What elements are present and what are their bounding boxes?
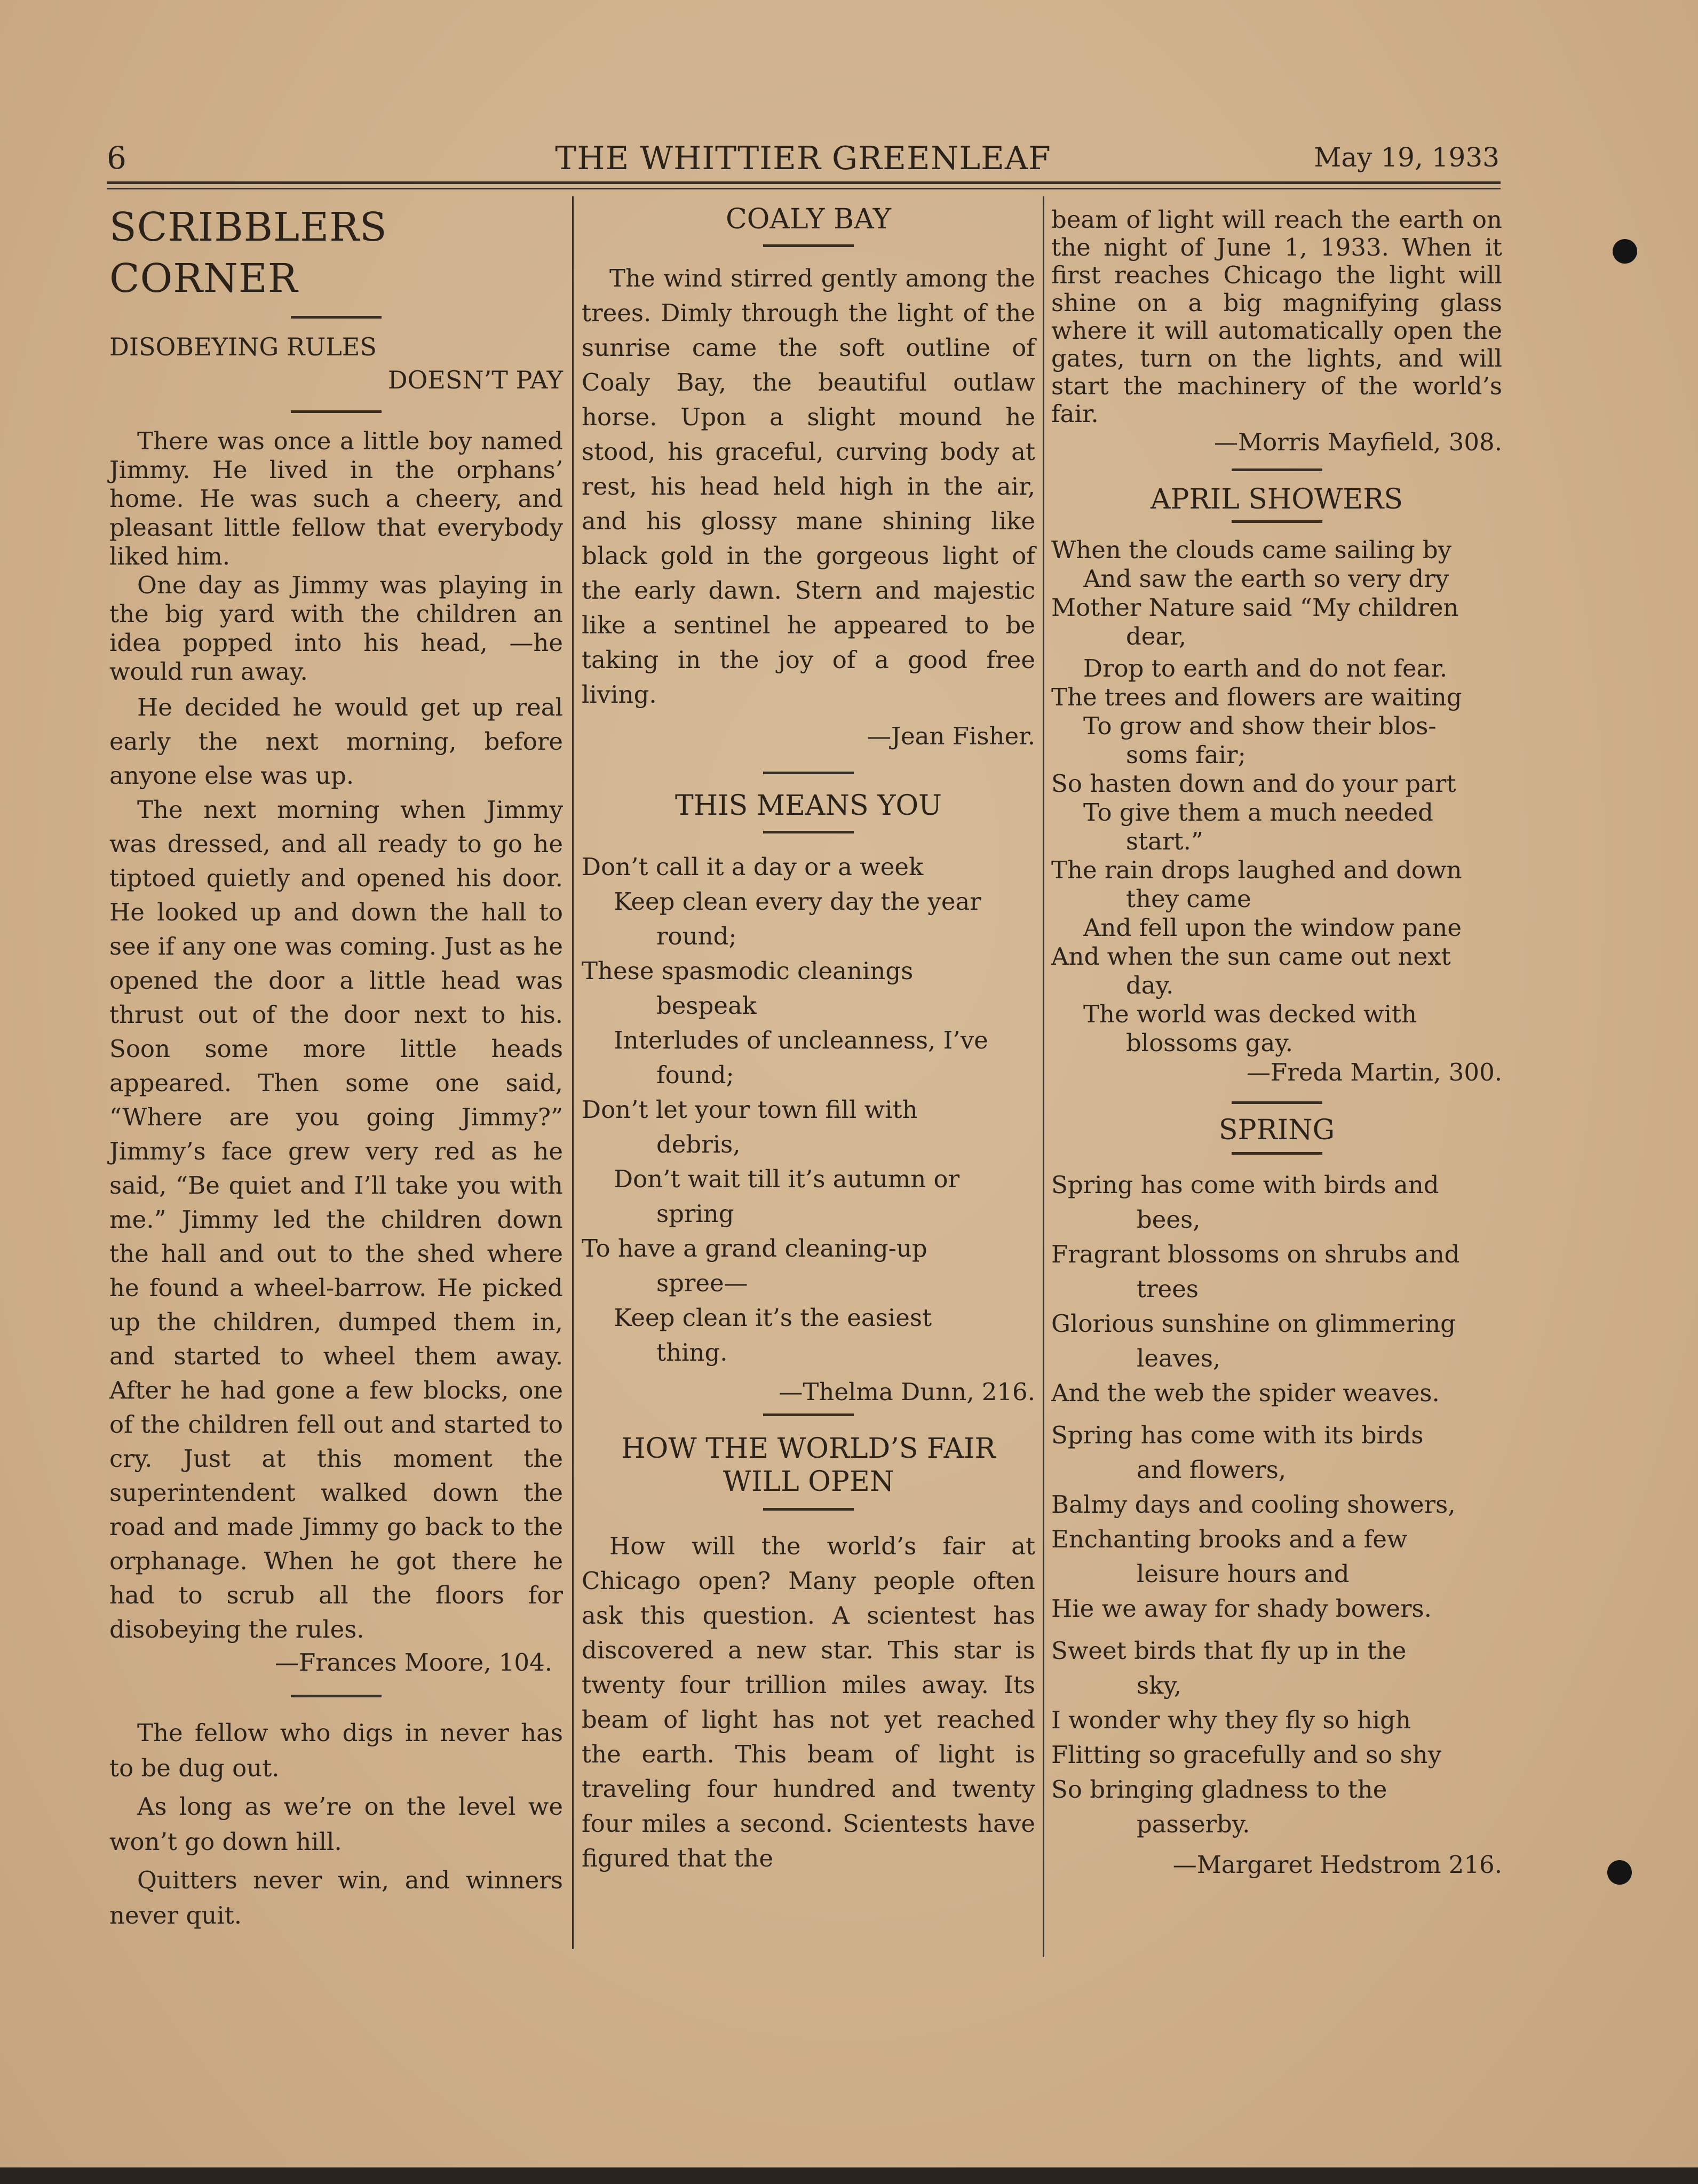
poem-line: Balmy days and cooling showers, — [1051, 1490, 1456, 1519]
this-means-you-poem — [582, 849, 1035, 1370]
poem-line: thing. — [656, 1338, 728, 1367]
saying: As long as we’re on the level we won’t go down hill. — [109, 1792, 563, 1856]
poem-line: Spring has come with birds and — [1051, 1171, 1439, 1199]
worlds-fair-continued-text: beam of light will reach the earth on the night of June 1, 1933. When it first reaches Chicago the light will shine on a big magnifying glass where it will automatically open the gates, turn on the lights, and will start the machinery of the world’s fair. — [1051, 205, 1502, 428]
spring-title: SPRING — [1218, 1114, 1335, 1146]
this-means-you-rule — [763, 831, 854, 833]
story-title-line-1: DISOBEYING RULES — [109, 332, 377, 361]
masthead-rule-bottom — [107, 188, 1501, 189]
worlds-fair-end-rule — [1232, 468, 1322, 471]
column-1 — [109, 202, 563, 1933]
poem-line: debris, — [656, 1130, 741, 1158]
poem-line: The world was decked with — [1083, 1000, 1417, 1028]
story-paragraph: There was once a little boy named Jimmy. He lived in the orphans’ home. He was such a cheery, and pleasant little fellow that everybody liked him. — [109, 427, 563, 570]
poem-line: Don’t let your town fill with — [582, 1095, 918, 1124]
poem-line: leisure hours and — [1137, 1560, 1350, 1588]
april-showers-poem — [1051, 536, 1502, 1058]
poem-line: And fell upon the window pane — [1083, 914, 1462, 942]
poem-line: sky, — [1137, 1671, 1182, 1699]
poem-line: Fragrant blossoms on shrubs and — [1051, 1240, 1460, 1268]
poem-line: When the clouds came sailing by — [1051, 536, 1452, 564]
poem-line: To have a grand cleaning-up — [582, 1234, 927, 1262]
worlds-fair-signature: —Morris Mayfield, 308. — [1214, 428, 1502, 456]
this-means-you-title: THIS MEANS YOU — [675, 790, 942, 822]
poem-line: To grow and show their blos- — [1083, 712, 1437, 740]
poem-line: Flitting so gracefully and so shy — [1051, 1741, 1442, 1769]
poem-line: Enchanting brooks and a few — [1051, 1525, 1408, 1553]
worlds-fair-title-line-2: WILL OPEN — [723, 1466, 894, 1498]
poem-line: Glorious sunshine on glimmering — [1051, 1309, 1456, 1338]
column-divider-1 — [572, 196, 574, 1949]
poem-line: dear, — [1126, 622, 1187, 650]
poem-line: So bringing gladness to the — [1051, 1775, 1387, 1804]
saying: The fellow who digs in never has to be dug out. — [109, 1719, 563, 1782]
poem-line: round; — [656, 922, 737, 950]
story-title — [109, 330, 563, 396]
poem-line: Don’t wait till it’s autumn or — [614, 1165, 960, 1193]
issue-date: May 19, 1933 — [1314, 142, 1499, 173]
poem-line: blossoms gay. — [1126, 1029, 1294, 1057]
poem-line: And when the sun came out next — [1051, 942, 1451, 971]
poem-line: they came — [1126, 885, 1251, 913]
poem-line: The rain drops laughed and down — [1051, 856, 1462, 884]
poem-line: I wonder why they fly so high — [1051, 1706, 1411, 1734]
poem-line: trees — [1137, 1275, 1199, 1303]
april-showers-signature: —Freda Martin, 300. — [1247, 1058, 1502, 1086]
poem-line: Sweet birds that fly up in the — [1051, 1637, 1407, 1665]
april-showers-rule — [1232, 520, 1322, 523]
poem-line: soms fair; — [1126, 741, 1246, 769]
page-number: 6 — [107, 140, 126, 176]
april-showers-title: APRIL SHOWERS — [1150, 483, 1403, 515]
poem-line: found; — [656, 1061, 734, 1089]
worlds-fair-title — [582, 1432, 1035, 1498]
poem-line: Spring has come with its birds — [1051, 1421, 1424, 1449]
story-title-line-2: DOESN’T PAY — [387, 366, 563, 394]
poem-line: day. — [1126, 971, 1174, 999]
poem-line: and flowers, — [1137, 1456, 1287, 1484]
poem-line: Keep clean it’s the easiest — [614, 1304, 932, 1332]
poem-line: Drop to earth and do not fear. — [1083, 654, 1448, 682]
column-3 — [1051, 206, 1502, 1881]
poem-line: The trees and flowers are waiting — [1051, 683, 1462, 711]
column-divider-2 — [1043, 196, 1044, 1957]
punch-hole-bottom — [1607, 1860, 1632, 1885]
coaly-bay-text: The wind stirred gently among the trees. Dimly through the light of the sunrise came the soft outline of Coaly Bay, the beautiful outlaw horse. Upon a slight mound he stood, his graceful, curving body at rest, his head held high in the air, and his glossy mane shining like black gold in the gorgeous light of the early dawn. Stern and majestic like a sentinel he appeared to be taking in the joy of a good free living. — [582, 264, 1035, 709]
story-paragraph: The next morning when Jimmy was dressed, and all ready to go he tiptoed quietly and opened his door. He looked up and down the hall to see if any one was coming. Just as he opened the door a little head was thrust out of the door next to his. Soon some more little heads appeared. Then some one said, “Where are you going Jimmy?” Jimmy’s face grew very red as he said, “Be quiet and I’ll take you with me.” Jimmy led the children down the hall and out to the shed where he found a wheel-barrow. He picked up the children, dumped them in, and started to wheel them away. After he had gone a few blocks, one of the children fell out and started to cry. Just at this moment the superintendent walked down the road and made Jimmy go back to the orphanage. When he got there he had to scrub all the floors for disobeying the rules. — [109, 796, 563, 1643]
spring-rule — [1232, 1152, 1322, 1155]
section-title: SCRIBBLERS CORNER — [109, 204, 387, 301]
poem-line: So hasten down and do your part — [1051, 769, 1456, 798]
poem-line: Interludes of uncleanness, I’ve — [614, 1026, 988, 1054]
punch-hole-top — [1613, 239, 1637, 264]
sayings-rule — [291, 1695, 382, 1697]
this-means-you-signature: —Thelma Dunn, 216. — [779, 1378, 1035, 1406]
poem-line: Don’t call it a day or a week — [582, 853, 924, 881]
poem-line: bees, — [1137, 1205, 1201, 1234]
masthead-rule-top — [107, 181, 1501, 184]
poem-line: leaves, — [1137, 1344, 1221, 1372]
april-showers-end-rule — [1232, 1101, 1322, 1104]
poem-line: Hie we away for shady bowers. — [1051, 1594, 1432, 1623]
poem-line: These spasmodic cleanings — [582, 957, 914, 985]
column-2 — [582, 202, 1035, 1876]
spring-signature: —Margaret Hedstrom 216. — [1172, 1851, 1502, 1879]
poem-line: Keep clean every day the year — [614, 887, 981, 916]
story-signature: —Frances Moore, 104. — [275, 1648, 552, 1677]
newspaper-title: THE WHITTIER GREENLEAF — [555, 140, 1051, 177]
coaly-bay-title: COALY BAY — [725, 203, 892, 235]
this-means-you-end-rule — [763, 1413, 854, 1416]
worlds-fair-text: How will the world’s fair at Chicago open? Many people often ask this question. A scientest has discovered a new star. This star is twenty four trillion miles away. Its beam of light has not yet reached the earth. This beam of light is traveling four hundred and twenty four miles a second. Scientests have figured that the — [582, 1532, 1035, 1872]
worlds-fair-rule — [763, 1508, 854, 1511]
poem-line: bespeak — [656, 991, 757, 1020]
coaly-bay-end-rule — [763, 772, 854, 774]
poem-line: spring — [656, 1200, 734, 1228]
poem-line: To give them a much needed — [1083, 798, 1433, 827]
story-rule — [291, 410, 382, 413]
poem-line: spree— — [656, 1269, 748, 1297]
coaly-bay-rule — [763, 244, 854, 247]
spring-poem — [1051, 1168, 1502, 1841]
poem-line: Mother Nature said “My children — [1051, 593, 1459, 622]
coaly-bay-signature: —Jean Fisher. — [867, 722, 1035, 750]
poem-line: start.” — [1126, 827, 1203, 855]
worlds-fair-title-line-1: HOW THE WORLD’S FAIR — [621, 1433, 996, 1465]
masthead — [107, 140, 1499, 182]
story-paragraph: He decided he would get up real early the next morning, before anyone else was up. — [109, 693, 563, 790]
page-bottom-edge — [0, 2167, 1698, 2184]
poem-line: passerby. — [1137, 1810, 1250, 1838]
poem-line: And the web the spider weaves. — [1051, 1379, 1440, 1407]
poem-line: And saw the earth so very dry — [1083, 565, 1449, 593]
saying: Quitters never win, and winners never quit. — [109, 1866, 563, 1929]
story-paragraph: One day as Jimmy was playing in the big yard with the children an idea popped into his head, —he would run away. — [109, 571, 563, 686]
section-rule — [291, 316, 382, 319]
